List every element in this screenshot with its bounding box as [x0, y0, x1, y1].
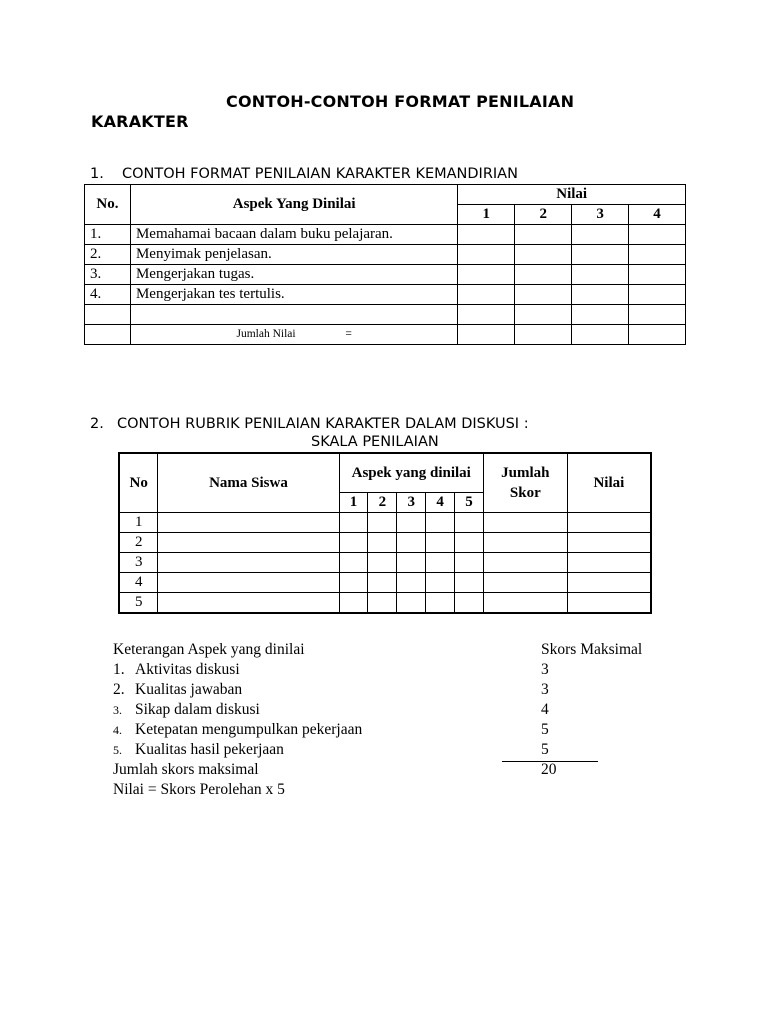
list-item [113, 740, 549, 760]
row-no: 4 [119, 573, 158, 593]
score-cell [339, 533, 368, 553]
nama-cell [158, 533, 339, 553]
row-aspek: Mengerjakan tes tertulis. [130, 285, 457, 305]
score-cell [515, 325, 572, 345]
document-title-line2: KARAKTER [91, 112, 189, 131]
score-cell [515, 225, 572, 245]
list-item [113, 700, 549, 720]
score-cell [458, 285, 515, 305]
table-row [119, 573, 651, 593]
keterangan-block [113, 640, 643, 800]
document-title-line1: CONTOH-CONTOH FORMAT PENILAIAN [226, 92, 575, 111]
item-skor: 4 [541, 701, 549, 718]
nama-cell [158, 573, 339, 593]
row-no: 2 [119, 533, 158, 553]
col-header-no: No. [85, 185, 131, 225]
total-value: 20 [541, 761, 557, 778]
score-cell [339, 553, 368, 573]
score-cell [629, 225, 686, 245]
row-no: 3 [119, 553, 158, 573]
score-cell [572, 325, 629, 345]
formula-text: Nilai = Skors Perolehan x 5 [113, 781, 285, 798]
score-cell [455, 513, 484, 533]
col-header-nilai: Nilai [458, 185, 686, 205]
score-cell [458, 325, 515, 345]
score-cell [572, 265, 629, 285]
rubrik-table [118, 452, 652, 614]
row-no: 2. [85, 245, 131, 265]
aspek-col-5: 5 [455, 493, 484, 513]
list-item [113, 660, 549, 680]
score-cell [339, 573, 368, 593]
nilai-cell [567, 593, 651, 614]
score-cell [368, 513, 397, 533]
jumlah-cell [483, 573, 567, 593]
score-cell [515, 285, 572, 305]
score-cell [368, 573, 397, 593]
sum-underline [502, 761, 598, 762]
table-row [119, 513, 651, 533]
score-cell [397, 513, 426, 533]
section2-heading [90, 416, 529, 432]
nilai-col-1: 1 [458, 205, 515, 225]
score-cell [426, 553, 455, 573]
score-cell [426, 513, 455, 533]
table-row [85, 265, 686, 285]
list-item [113, 720, 549, 740]
keterangan-heading: Keterangan Aspek yang dinilai [113, 641, 305, 658]
table-row [85, 225, 686, 245]
total-label: Jumlah Nilai [236, 328, 296, 340]
score-cell [397, 533, 426, 553]
score-cell [455, 553, 484, 573]
jumlah-cell [483, 593, 567, 614]
nilai-cell [567, 573, 651, 593]
nama-cell [158, 513, 339, 533]
item-label: Kualitas hasil pekerjaan [135, 741, 284, 758]
score-cell [629, 245, 686, 265]
col-header-jumlah: Jumlah Skor [483, 453, 567, 513]
score-cell [368, 553, 397, 573]
item-label: Sikap dalam diskusi [135, 701, 260, 718]
item-number: 5. [113, 743, 122, 757]
score-cell [629, 285, 686, 305]
aspek-col-3: 3 [397, 493, 426, 513]
score-cell [572, 305, 629, 325]
row-aspek: Menyimak penjelasan. [130, 245, 457, 265]
col-header-aspek: Aspek Yang Dinilai [130, 185, 457, 225]
score-cell [515, 245, 572, 265]
score-cell [426, 593, 455, 614]
total-no-cell [85, 325, 131, 345]
item-label: Ketepatan mengumpulkan pekerjaan [135, 721, 363, 738]
col-header-no: No [119, 453, 158, 513]
section2-title: CONTOH RUBRIK PENILAIAN KARAKTER DALAM DISKUSI : [117, 416, 529, 432]
list-item [113, 680, 549, 700]
item-number: 4. [113, 723, 122, 737]
jumlah-cell [483, 553, 567, 573]
table-row [119, 533, 651, 553]
section2-subtitle: SKALA PENILAIAN [311, 434, 439, 450]
nilai-col-2: 2 [515, 205, 572, 225]
aspek-col-1: 1 [339, 493, 368, 513]
nama-cell [158, 553, 339, 573]
total-row [113, 760, 557, 780]
section2-number: 2. [90, 416, 104, 432]
table-row [119, 553, 651, 573]
row-no: 3. [85, 265, 131, 285]
nilai-cell [567, 513, 651, 533]
item-skor: 3 [541, 661, 549, 678]
nilai-cell [567, 553, 651, 573]
score-cell [455, 533, 484, 553]
table-row [119, 593, 651, 614]
score-cell [572, 245, 629, 265]
score-cell [572, 285, 629, 305]
item-number: 3. [113, 703, 122, 717]
jumlah-cell [483, 513, 567, 533]
item-label: Kualitas jawaban [135, 681, 243, 698]
col-header-nama: Nama Siswa [158, 453, 339, 513]
row-no: 4. [85, 285, 131, 305]
row-no: 1. [85, 225, 131, 245]
table-row [85, 305, 686, 325]
score-cell [515, 265, 572, 285]
row-aspek: Mengerjakan tugas. [130, 265, 457, 285]
score-cell [458, 265, 515, 285]
section1-title: CONTOH FORMAT PENILAIAN KARAKTER KEMANDIRIAN [122, 166, 518, 182]
item-skor: 5 [541, 721, 549, 738]
total-label-cell [130, 325, 457, 345]
score-cell [458, 305, 515, 325]
score-cell [368, 593, 397, 614]
score-cell [515, 305, 572, 325]
aspek-col-2: 2 [368, 493, 397, 513]
nilai-col-3: 3 [572, 205, 629, 225]
score-cell [339, 593, 368, 614]
kemandirian-table [84, 184, 686, 345]
score-cell [426, 573, 455, 593]
row-aspek: Memahamai bacaan dalam buku pelajaran. [130, 225, 457, 245]
row-no: 5 [119, 593, 158, 614]
total-row [85, 325, 686, 345]
jumlah-cell [483, 533, 567, 553]
row-no: 1 [119, 513, 158, 533]
total-equals: = [345, 328, 352, 340]
total-label: Jumlah skors maksimal [113, 761, 259, 778]
score-cell [572, 225, 629, 245]
col-header-nilai: Nilai [567, 453, 651, 513]
formula-row [113, 780, 362, 800]
score-cell [397, 593, 426, 614]
score-cell [426, 533, 455, 553]
score-cell [397, 573, 426, 593]
row-no [85, 305, 131, 325]
item-number: 1. [113, 661, 125, 678]
item-skor: 3 [541, 681, 549, 698]
score-cell [629, 325, 686, 345]
col-header-aspek: Aspek yang dinilai [339, 453, 483, 493]
score-cell [368, 533, 397, 553]
section1-heading [90, 166, 518, 182]
score-cell [629, 305, 686, 325]
score-cell [629, 265, 686, 285]
nama-cell [158, 593, 339, 614]
item-skor: 5 [541, 741, 549, 758]
score-cell [458, 225, 515, 245]
nilai-col-4: 4 [629, 205, 686, 225]
score-cell [397, 553, 426, 573]
skor-heading: Skors Maksimal [541, 641, 643, 658]
table-row [85, 285, 686, 305]
nilai-cell [567, 533, 651, 553]
keterangan-heading-row [113, 640, 643, 660]
table-row [85, 245, 686, 265]
score-cell [455, 573, 484, 593]
section1-number: 1. [90, 166, 104, 182]
item-label: Aktivitas diskusi [135, 661, 240, 678]
score-cell [339, 513, 368, 533]
aspek-col-4: 4 [426, 493, 455, 513]
row-aspek [130, 305, 457, 325]
score-cell [455, 593, 484, 614]
item-number: 2. [113, 681, 125, 698]
score-cell [458, 245, 515, 265]
